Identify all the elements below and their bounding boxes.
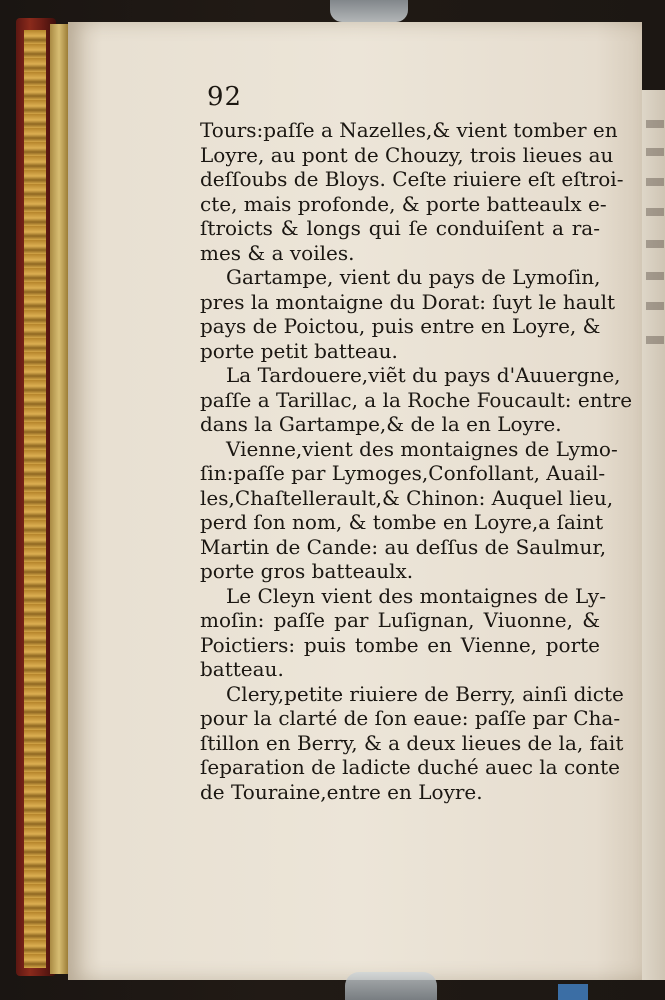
text-line: pour la clarté de ſon eaue: paſſe par Cha- [200, 706, 621, 730]
color-tab [558, 984, 588, 1000]
text-line: Gartampe, vient du pays de Lymoſin, [226, 265, 601, 289]
facing-text-fragment [646, 178, 664, 186]
bottom-clip [345, 972, 437, 1000]
facing-text-fragment [646, 148, 664, 156]
text-line: dans la Gartampe,& de la en Loyre. [200, 412, 562, 436]
text-line: ſeparation de ladicte duché auec la conte [200, 755, 620, 779]
text-line: Loyre, au pont de Chouzy, trois lieues au [200, 142, 614, 167]
text-line: perd ſon nom, & tombe en Loyre,a ſaint [200, 510, 604, 534]
text-line: batteau. [200, 657, 284, 681]
text-line: La Tardouere,viẽt du pays d'Auuergne, [226, 363, 621, 387]
text-line: pres la montaigne du Dorat: ſuyt le hault [200, 289, 616, 314]
text-line: Poictiers: puis tombe en Vienne, porte [200, 632, 600, 657]
gilt-page-edges [24, 30, 46, 968]
text-line: ſtillon en Berry, & a deux lieues de la, fait [200, 730, 624, 755]
text-line: pays de Poictou, puis entre en Loyre, & [200, 314, 601, 338]
text-line: mes & a voiles. [200, 240, 355, 265]
facing-page-edge [642, 90, 665, 980]
facing-text-fragment [646, 336, 664, 344]
text-line: Vienne,vient des montaignes de Lymo- [226, 436, 618, 461]
text-line: moſin: paſſe par Luſignan, Viuonne, & [200, 608, 600, 632]
text-line: deſſoubs de Bloys. Ceſte riuiere eſt eſtroi- [200, 167, 624, 191]
facing-text-fragment [646, 302, 664, 310]
text-line: les,Chaſtellerault,& Chinon: Auquel lieu, [200, 485, 614, 510]
text-line: Martin de Cande: au deſſus de Saulmur, [200, 534, 607, 559]
facing-text-fragment [646, 208, 664, 216]
text-line: porte petit batteau. [200, 338, 398, 363]
text-line: Le Cleyn vient des montaignes de Ly- [226, 583, 606, 608]
text-line: paſſe a Tarillac, a la Roche Foucault: entre [200, 387, 633, 412]
top-clip [330, 0, 408, 22]
page-number: 92 [207, 82, 243, 112]
facing-text-fragment [646, 272, 664, 280]
text-line: cte, mais profonde, & porte batteaulx e- [200, 191, 607, 216]
gilt-inner-strip [50, 24, 68, 974]
text-line: ſtroicts & longs qui ſe conduiſent a ra- [200, 216, 600, 240]
text-line: porte gros batteaulx. [200, 559, 414, 583]
facing-text-fragment [646, 120, 664, 128]
text-line: de Touraine,entre en Loyre. [200, 779, 483, 804]
text-line: Tours:paſſe a Nazelles,& vient tomber en [200, 118, 618, 142]
facing-text-fragment [646, 240, 664, 248]
page-text [200, 118, 633, 804]
text-line: ſin:paſſe par Lymoges,Confollant, Auail- [200, 461, 606, 485]
text-line: Clery,petite riuiere de Berry, ainſi dicte [226, 681, 624, 706]
